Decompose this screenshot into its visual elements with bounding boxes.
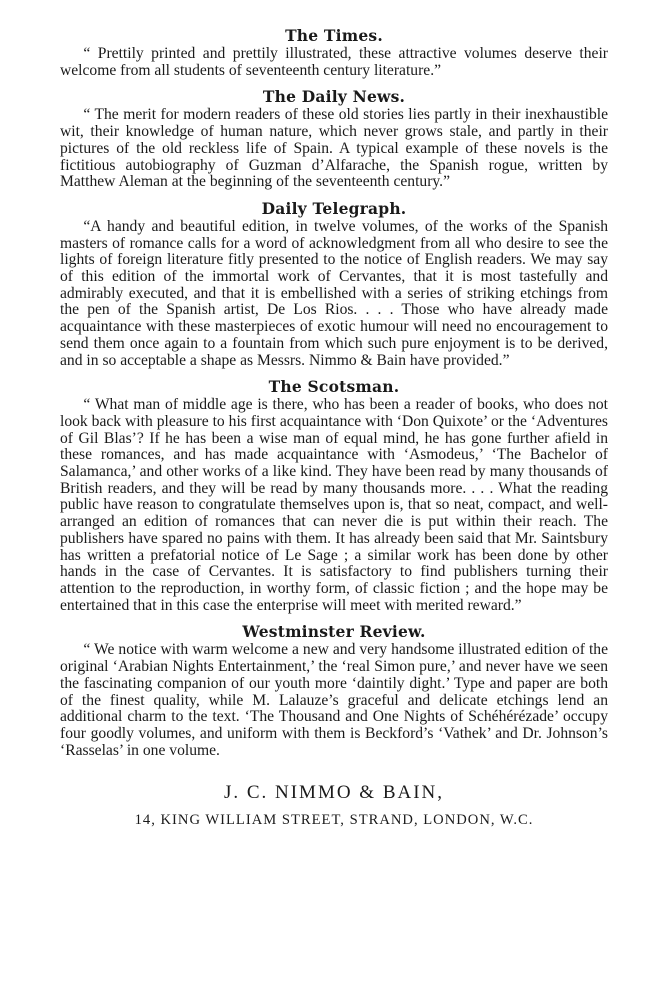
review-times [60,26,608,79]
review-westminster [60,622,608,759]
review-heading: The Times. [285,26,383,45]
review-scotsman [60,377,608,614]
review-quote: “ What man of middle age is there, who has been a reader of books, who does not look back with pleasure to his first acquaintance with ‘Don Quixote’ or the ‘Adventures of Gil Blas’? If he has been a wise man of equal mind, he has gone further afield in these romances, and has made acquaintance with ‘Asmodeus,’ ‘The Bachelor of Salamanca,’ and other works of a like kind. They have been read by many thousands of British readers, and they will be read by many thousands more. . . . What the reading public have reason to congratulate themselves upon is, that so neat, compact, and well-arranged an edition of romances that can never die is put within their reach. The publishers have spared no pains with them. It has already been said that Mr. Saintsbury has written a prefatorial notice of Le Sage ; a similar work has been done by other hands in the case of Cervantes. It is satisfactory to find publishers turning their attention to the reproduction, in worthy form, of classic fiction ; and the hope may be entertained that in this case the enterprise will meet with merited reward.” [60,396,608,614]
review-quote: “ The merit for modern readers of these old stories lies partly in their inexhaustible wit, their knowledge of human nature, which never grows stale, and partly in their pictures of the old reckless life of Spain. A typical example of these novels is the fictitious autobiography of Guzman d’Alfarache, the Spanish rogue, written by Matthew Aleman at the beginning of the seventeenth century.” [60,106,608,191]
review-quote: “ We notice with warm welcome a new and very handsome illustrated edition of the original ‘Arabian Nights Entertainment,’ the ‘real Simon pure,’ and never have we seen the fascinating companion of our youth more ‘daintily dight.’ Type and paper are both of the finest quality, while M. Lalauze’s graceful and delicate etchings lend an additional charm to the text. ‘The Thousand and One Nights of Schéhérézade’ occupy four goodly volumes, and uniform with them is Beckford’s ‘Vathek’ and Dr. Johnson’s ‘Rasselas’ in one volume. [60,641,608,759]
review-quote: “A handy and beautiful edition, in twelve volumes, of the works of the Spanish masters of romance calls for a word of acknowledgment from all who desire to see the lights of foreign literature fitly presented to the notice of English readers. We may say of this edition of the immortal work of Cervantes, that it is most tastefully and admirably executed, and that it is embellished with a series of striking etchings from the pen of the Spanish artist, De Los Rios. . . . Those who have already made acquaintance with these masterpieces of exotic humour will need no encouragement to send them once again to a fountain from which such pure enjoyment is to be derived, and in so acceptable a shape as Messrs. Nimmo & Bain have provided.” [60,217,608,369]
review-heading: Daily Telegraph. [261,198,407,218]
review-heading: The Daily News. [262,87,406,107]
review-daily-telegraph [60,199,608,369]
review-heading: The Scotsman. [268,377,400,397]
publisher-address: 14, KING WILLIAM STREET, STRAND, LONDON, W.C. [134,812,534,829]
review-heading: Westminster Review. [242,622,426,642]
review-daily-news [60,87,608,191]
review-quote: “ Prettily printed and prettily illustrated, these attractive volumes deserve their welcome from all students of seventeenth century literature.” [60,45,608,79]
advertisement-page [60,26,608,829]
publisher-name: J. C. NIMMO & BAIN, [223,782,445,804]
